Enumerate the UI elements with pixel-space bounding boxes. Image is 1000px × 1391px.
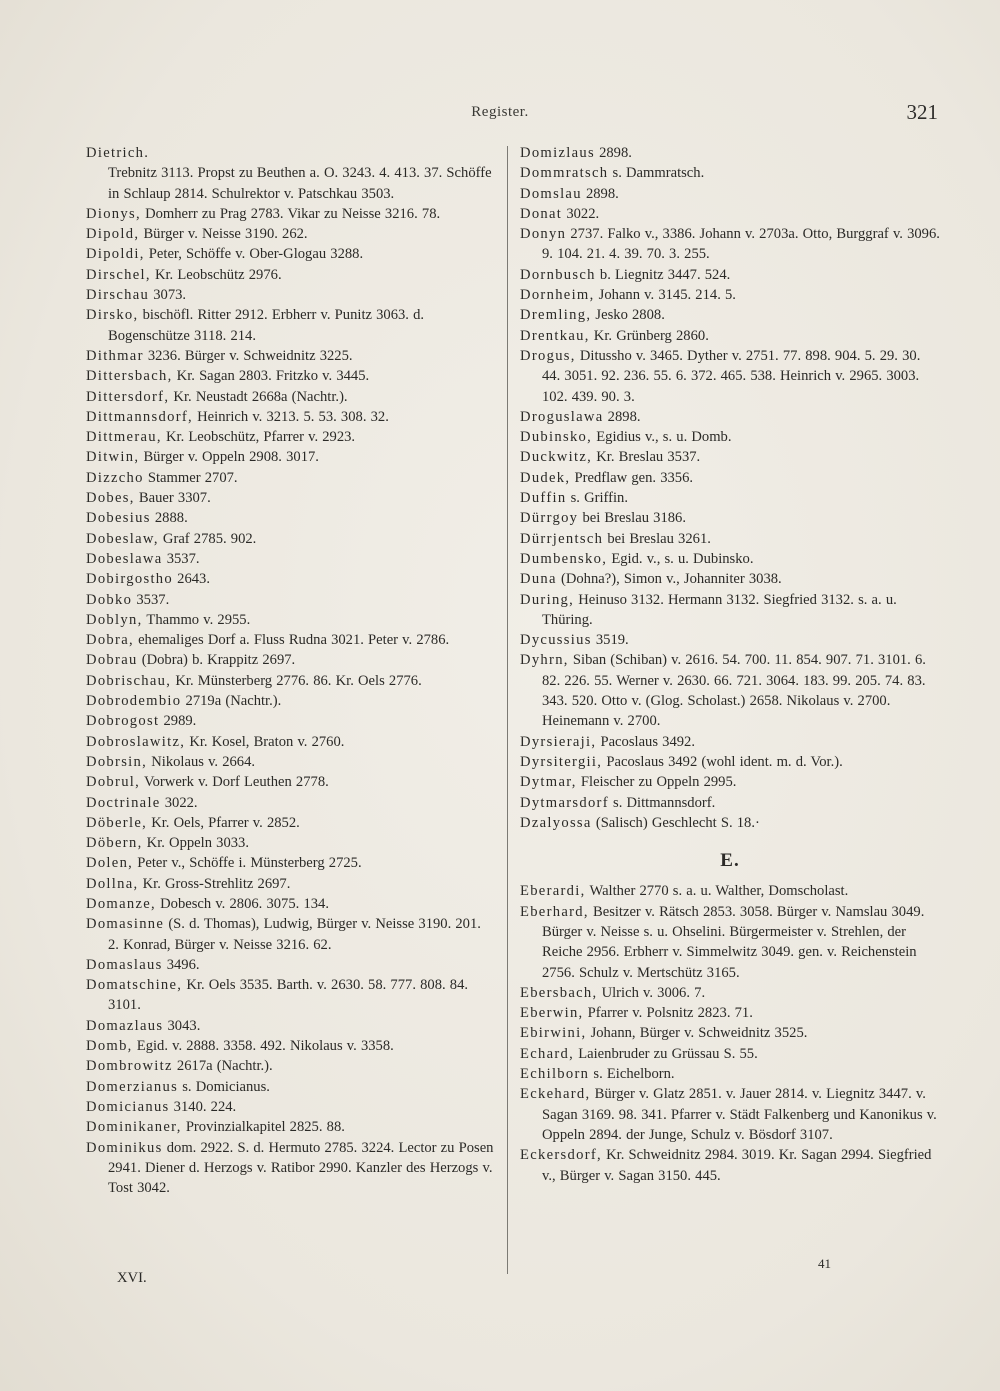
- entry-references: (Dobra) b. Krappitz 2697.: [137, 652, 296, 669]
- index-entry: [86, 285, 496, 305]
- entry-references: s. Dammratsch.: [608, 165, 705, 182]
- index-entry: [86, 650, 496, 670]
- entry-headword: Dominikus: [86, 1139, 163, 1156]
- index-entry: [520, 1084, 940, 1145]
- index-entry: [86, 224, 496, 244]
- entry-headword: Dzalyossa: [520, 814, 592, 831]
- index-entry: [86, 204, 496, 224]
- entry-references: s. Domicianus.: [178, 1078, 270, 1095]
- index-entry: [86, 1117, 496, 1137]
- index-entry: [86, 163, 496, 204]
- entry-references: Kr. Grünberg 2860.: [589, 327, 709, 344]
- entry-headword: Dobrau: [86, 652, 138, 669]
- entry-headword: Dobesius: [86, 510, 151, 527]
- entry-references: Kr. Leobschütz, Pfarrer v. 2923.: [161, 429, 356, 446]
- entry-references: 2898.: [581, 185, 619, 202]
- index-entry: [86, 447, 496, 467]
- entry-references: s. Griffin.: [566, 490, 628, 507]
- index-entry: [86, 529, 496, 549]
- index-entry: [86, 833, 496, 853]
- entry-headword: Dominikaner,: [86, 1119, 182, 1136]
- entry-references: Bauer 3307.: [134, 490, 211, 507]
- index-entry: [86, 1138, 496, 1199]
- entry-headword: During,: [520, 591, 575, 608]
- entry-references: Domherr zu Prag 2783. Vikar zu Neisse 3216. 78.: [140, 205, 441, 222]
- index-entry: [520, 1003, 940, 1023]
- index-entry: [86, 691, 496, 711]
- entry-headword: Doctrinale: [86, 794, 161, 811]
- running-header: Register.: [471, 104, 529, 120]
- index-entry: [520, 305, 940, 325]
- entry-headword: Dithmar: [86, 347, 144, 364]
- index-entry: [520, 793, 940, 813]
- entry-headword: Dobrodembio: [86, 693, 182, 710]
- index-entry: [520, 285, 940, 305]
- entry-headword: Dytmar,: [520, 774, 577, 791]
- index-entry: [86, 671, 496, 691]
- index-entry: [520, 650, 940, 731]
- entry-references: Kr. Leobschütz 2976.: [150, 266, 282, 283]
- entry-references: s. Dittmannsdorf.: [608, 794, 716, 811]
- entry-references: Siban (Schiban) v. 2616. 54. 700. 11. 854. 907. 71. 3101. 6. 82. 226. 55. Werner v. 2630. 66. 721. 3064. 183. 99. 205. 74. 83. 343. 520. Otto v. (Glog. Scholast.) 2658. Nikolaus v. 2700. Heinemann v. 2700.: [542, 652, 926, 730]
- entry-references: Pacoslaus 3492.: [596, 733, 696, 750]
- entry-headword: Dobko: [86, 591, 133, 608]
- entry-headword: Dobrul,: [86, 774, 141, 791]
- index-entry: [86, 793, 496, 813]
- entry-headword: Dürrjentsch: [520, 530, 604, 547]
- index-entry: [520, 326, 940, 346]
- entry-headword: Donat: [520, 205, 563, 222]
- entry-references: 2888.: [150, 510, 188, 527]
- index-entry: [86, 244, 496, 264]
- entry-headword: Domicianus: [86, 1098, 170, 1115]
- entry-references: 2719a (Nachtr.).: [181, 693, 282, 710]
- entry-headword: Domizlaus: [520, 145, 595, 161]
- index-entry: [520, 549, 940, 569]
- entry-references: Trebnitz 3113. Propst zu Beuthen a. O. 3243. 4. 413. 37. Schöffe in Schlaup 2814. Schulrektor v. Patschkau 3503.: [108, 165, 492, 202]
- index-entry: [520, 983, 940, 1003]
- entry-headword: Domatschine,: [86, 977, 183, 994]
- index-entry: [520, 143, 940, 163]
- index-entry: [86, 813, 496, 833]
- entry-references: bei Breslau 3261.: [603, 530, 711, 547]
- entry-headword: Dirschau: [86, 287, 150, 304]
- index-entry: [520, 813, 940, 833]
- entry-headword: Echard,: [520, 1045, 575, 1062]
- entry-references: bei Breslau 3186.: [578, 510, 686, 527]
- entry-references: 3043.: [163, 1017, 201, 1034]
- entry-references: 2898.: [603, 408, 641, 425]
- entry-headword: Dobra,: [86, 632, 134, 649]
- entry-headword: Domslau: [520, 185, 582, 202]
- index-entry: [86, 975, 496, 1016]
- entry-headword: Dolen,: [86, 855, 134, 872]
- index-entry: [86, 914, 496, 955]
- entry-headword: Dombrowitz: [86, 1058, 173, 1075]
- column-divider: [507, 146, 508, 1274]
- entry-references: 3496.: [162, 956, 200, 973]
- entry-headword: Dumbensko,: [520, 550, 608, 567]
- entry-references: Besitzer v. Rätsch 2853. 3058. Bürger v. Namslau 3049. Bürger v. Neisse s. u. Ohselini. Bürgermeister v. Strehlen, der Reiche 2956. Erbherr v. Simmelwitz 3049. gen. v. Reichenstein 2756. Schulz v. Mertschütz 3165.: [542, 903, 925, 981]
- left-column: [86, 143, 496, 1198]
- entry-references: Egid. v., s. u. Dubinsko.: [607, 550, 754, 567]
- entry-headword: Domanze,: [86, 895, 156, 912]
- entry-headword: Dobeslaw,: [86, 530, 159, 547]
- entry-references: Fleischer zu Oppeln 2995.: [576, 774, 737, 791]
- index-entry: [520, 590, 940, 631]
- entry-references: 3022.: [160, 794, 198, 811]
- entry-headword: Dietrich.: [86, 145, 150, 161]
- entry-references: Kr. Sagan 2803. Fritzko v. 3445.: [172, 368, 370, 385]
- entry-headword: Domb,: [86, 1038, 133, 1055]
- entry-headword: Dommratsch: [520, 165, 609, 182]
- entry-headword: Duffin: [520, 490, 567, 507]
- entry-references: Ulrich v. 3006. 7.: [597, 984, 706, 1001]
- entry-references: Ditussho v. 3465. Dyther v. 2751. 77. 898. 904. 5. 29. 30. 44. 3051. 92. 236. 55. 6. 372. 465. 538. Heinrich v. 2965. 3003. 102. 439. 90. 3.: [542, 347, 921, 405]
- entry-headword: Dittmerau,: [86, 429, 162, 446]
- index-entry: [86, 407, 496, 427]
- entry-headword: Drentkau,: [520, 327, 590, 344]
- entry-references: 3073.: [149, 287, 187, 304]
- entry-headword: Dobrischau,: [86, 672, 172, 689]
- entry-references: Kr. Schweidnitz 2984. 3019. Kr. Sagan 2994. Siegfried v., Bürger v. Sagan 3150. 445.: [542, 1147, 932, 1184]
- index-entry: [520, 427, 940, 447]
- right-column-d-entries: [520, 143, 940, 833]
- entry-headword: Duna: [520, 571, 557, 588]
- entry-references: 3537.: [162, 550, 200, 567]
- entry-references: 2617a (Nachtr.).: [172, 1058, 273, 1075]
- index-entry: [520, 488, 940, 508]
- index-entry: [520, 1044, 940, 1064]
- entry-references: Bürger v. Oppeln 2908. 3017.: [139, 449, 319, 466]
- entry-references: Pfarrer v. Polsnitz 2823. 71.: [583, 1005, 753, 1022]
- entry-references: (Salisch) Geschlecht S. 18.·: [591, 814, 760, 831]
- entry-references: Kr. Breslau 3537.: [592, 449, 701, 466]
- entry-headword: Dremling,: [520, 307, 592, 324]
- entry-references: 2898.: [594, 145, 632, 161]
- right-column-e-entries: [520, 881, 940, 1185]
- entry-references: Walther 2770 s. a. u. Walther, Domscholast.: [585, 883, 849, 900]
- entry-headword: Eckersdorf,: [520, 1147, 602, 1164]
- index-entry: [86, 1077, 496, 1097]
- index-entry: [86, 143, 496, 163]
- entry-references: Kr. Oppeln 3033.: [142, 835, 250, 852]
- entry-references: 2737. Falko v., 3386. Johann v. 2703a. Otto, Burggraf v. 3096. 9. 104. 21. 4. 39. 70. 3. 255.: [542, 226, 940, 263]
- index-entry: [520, 1145, 940, 1186]
- entry-headword: Dornheim,: [520, 287, 595, 304]
- entry-references: Pacoslaus 3492 (wohl ident. m. d. Vor.).: [602, 753, 843, 770]
- index-entry: [520, 346, 940, 407]
- index-entry: [86, 590, 496, 610]
- entry-references: Nikolaus v. 2664.: [147, 753, 256, 770]
- entry-headword: Dornbusch: [520, 266, 596, 283]
- page-number: 321: [906, 100, 938, 124]
- entry-headword: Dobrogost: [86, 713, 160, 730]
- entry-headword: Drogus,: [520, 347, 576, 364]
- entry-references: Johann v. 3145. 214. 5.: [594, 287, 736, 304]
- entry-references: Egid. v. 2888. 3358. 492. Nikolaus v. 3358.: [132, 1038, 394, 1055]
- entry-headword: Dobroslawitz,: [86, 733, 186, 750]
- entry-references: 3022.: [562, 205, 600, 222]
- entry-references: Kr. Gross-Strehlitz 2697.: [138, 875, 291, 892]
- index-entry: [86, 387, 496, 407]
- entry-headword: Dittersbach,: [86, 368, 173, 385]
- index-entry: [86, 366, 496, 386]
- index-entry: [86, 874, 496, 894]
- entry-headword: Domasinne: [86, 916, 165, 933]
- entry-references: Johann, Bürger v. Schweidnitz 3525.: [586, 1025, 808, 1042]
- entry-headword: Dobrsin,: [86, 753, 148, 770]
- index-entry: [520, 224, 940, 265]
- entry-headword: Dirsko,: [86, 307, 139, 324]
- entry-headword: Dittersdorf,: [86, 388, 170, 405]
- entry-references: Graf 2785. 902.: [158, 530, 257, 547]
- entry-headword: Ebersbach,: [520, 984, 598, 1001]
- entry-headword: Dobeslawa: [86, 550, 163, 567]
- index-entry: [520, 881, 940, 901]
- entry-headword: Droguslawa: [520, 408, 604, 425]
- index-entry: [520, 569, 940, 589]
- entry-headword: Eberwin,: [520, 1005, 584, 1022]
- entry-references: 2643.: [173, 571, 210, 588]
- index-entry: [86, 549, 496, 569]
- index-entry: [520, 1064, 940, 1084]
- entry-headword: Dipold,: [86, 226, 140, 243]
- entry-references: Heinrich v. 3213. 5. 53. 308. 32.: [192, 408, 389, 425]
- entry-references: bischöfl. Ritter 2912. Erbherr v. Punitz 3063. d. Bogenschütze 3118. 214.: [108, 307, 425, 344]
- index-entry: [86, 752, 496, 772]
- entry-references: Stammer 2707.: [143, 469, 238, 486]
- entry-headword: Ebirwini,: [520, 1025, 587, 1042]
- entry-references: Provinzialkapitel 2825. 88.: [181, 1119, 345, 1136]
- entry-headword: Döbern,: [86, 835, 143, 852]
- entry-references: Laienbruder zu Grüssau S. 55.: [574, 1045, 758, 1062]
- index-entry: [86, 488, 496, 508]
- index-entry: [86, 569, 496, 589]
- index-entry: [520, 752, 940, 772]
- entry-references: Vorwerk v. Dorf Leuthen 2778.: [140, 774, 329, 791]
- index-entry: [520, 163, 940, 183]
- entry-headword: Dionys,: [86, 205, 141, 222]
- entry-headword: Eberhard,: [520, 903, 589, 920]
- entry-headword: Domaslaus: [86, 956, 163, 973]
- signature-mark-left: XVI.: [117, 1270, 147, 1286]
- index-entry: [86, 853, 496, 873]
- index-entry: [86, 711, 496, 731]
- index-entry: [86, 1097, 496, 1117]
- entry-headword: Döberle,: [86, 814, 148, 831]
- entry-references: Peter, Schöffe v. Ober-Glogau 3288.: [144, 246, 364, 263]
- entry-references: Peter v., Schöffe i. Münsterberg 2725.: [133, 855, 362, 872]
- entry-references: 3236. Bürger v. Schweidnitz 3225.: [143, 347, 353, 364]
- entry-references: Bürger v. Neisse 3190. 262.: [139, 226, 308, 243]
- entry-headword: Dipoldi,: [86, 246, 145, 263]
- index-entry: [86, 610, 496, 630]
- index-entry: [86, 305, 496, 346]
- entry-references: dom. 2922. S. d. Hermuto 2785. 3224. Lector zu Posen 2941. Diener d. Herzogs v. Ratibor 2990. Kanzler des Herzogs v. Tost 3042.: [108, 1139, 494, 1197]
- entry-headword: Eckehard,: [520, 1086, 591, 1103]
- entry-headword: Echilborn: [520, 1066, 590, 1083]
- entry-references: Dobesch v. 2806. 3075. 134.: [155, 895, 329, 912]
- index-entry: [520, 447, 940, 467]
- entry-headword: Eberardi,: [520, 883, 586, 900]
- entry-references: 3537.: [132, 591, 170, 608]
- entry-headword: Dycussius: [520, 632, 592, 649]
- entry-headword: Dudek,: [520, 469, 571, 486]
- entry-headword: Dizzcho: [86, 469, 144, 486]
- entry-headword: Domazlaus: [86, 1017, 164, 1034]
- entry-references: Kr. Kosel, Braton v. 2760.: [185, 733, 345, 750]
- index-entry: [520, 468, 940, 488]
- index-entry: [86, 630, 496, 650]
- entry-references: ehemaliges Dorf a. Fluss Rudna 3021. Peter v. 2786.: [133, 632, 450, 649]
- index-entry: [86, 265, 496, 285]
- index-entry: [86, 894, 496, 914]
- section-letter-e: E.: [720, 850, 740, 872]
- index-entry: [86, 508, 496, 528]
- index-entry: [520, 1023, 940, 1043]
- index-entry: [86, 732, 496, 752]
- index-entry: [520, 630, 940, 650]
- entry-references: 3140. 224.: [169, 1098, 237, 1115]
- entry-headword: Doblyn,: [86, 611, 143, 628]
- index-entry: [520, 529, 940, 549]
- entry-headword: Duckwitz,: [520, 449, 593, 466]
- entry-references: (S. d. Thomas), Ludwig, Bürger v. Neisse 3190. 201. 2. Konrad, Bürger v. Neisse 3216. 62.: [108, 916, 481, 953]
- index-entry: [520, 772, 940, 792]
- entry-headword: Donyn: [520, 226, 567, 243]
- index-entry: [86, 427, 496, 447]
- entry-headword: Dollna,: [86, 875, 139, 892]
- index-entry: [520, 407, 940, 427]
- entry-headword: Dubinsko,: [520, 429, 593, 446]
- entry-headword: Dirschel,: [86, 266, 151, 283]
- entry-references: Bürger v. Glatz 2851. v. Jauer 2814. v. Liegnitz 3447. v. Sagan 3169. 98. 341. Pfarrer v. Städt Falkenberg und Kanonikus v. Oppeln 2894. der Junge, Schulz v. Bösdorf 3107.: [542, 1086, 937, 1143]
- entry-references: b. Liegnitz 3447. 524.: [595, 266, 731, 283]
- index-entry: [86, 468, 496, 488]
- entry-references: Thammo v. 2955.: [142, 611, 251, 628]
- index-entry: [86, 1056, 496, 1076]
- index-entry: [520, 732, 940, 752]
- entry-references: 3519.: [591, 632, 629, 649]
- entry-references: Kr. Neustadt 2668a (Nachtr.).: [169, 388, 348, 405]
- entry-references: (Dohna?), Simon v., Johanniter 3038.: [556, 571, 782, 588]
- index-entry: [520, 204, 940, 224]
- entry-references: 2989.: [159, 713, 197, 730]
- entry-headword: Dyrsitergii,: [520, 753, 603, 770]
- index-entry: [86, 772, 496, 792]
- entry-references: Jesko 2808.: [591, 307, 665, 324]
- index-entry: [86, 1036, 496, 1056]
- signature-mark-right: 41: [818, 1256, 831, 1271]
- entry-headword: Dytmarsdorf: [520, 794, 609, 811]
- entry-references: s. Eichelborn.: [589, 1066, 675, 1083]
- entry-headword: Dürrgoy: [520, 510, 579, 527]
- entry-headword: Dobes,: [86, 490, 135, 507]
- entry-headword: Dobirgostho: [86, 571, 174, 588]
- entry-references: Heinuso 3132. Hermann 3132. Siegfried 3132. s. a. u. Thüring.: [542, 591, 897, 628]
- index-entry: [520, 184, 940, 204]
- index-entry: [86, 346, 496, 366]
- index-entry: [520, 265, 940, 285]
- entry-headword: Dyrsieraji,: [520, 733, 597, 750]
- entry-headword: Ditwin,: [86, 449, 140, 466]
- entry-references: Kr. Münsterberg 2776. 86. Kr. Oels 2776.: [171, 672, 422, 689]
- entry-references: Egidius v., s. u. Domb.: [592, 429, 732, 446]
- entry-references: Predflaw gen. 3356.: [570, 469, 694, 486]
- index-entry: [86, 1016, 496, 1036]
- right-column: [520, 143, 940, 1186]
- entry-references: Kr. Oels, Pfarrer v. 2852.: [147, 814, 300, 831]
- entry-headword: Domerzianus: [86, 1078, 179, 1095]
- entry-headword: Dittmannsdorf,: [86, 408, 193, 425]
- index-entry: [520, 508, 940, 528]
- index-entry: [86, 955, 496, 975]
- index-entry: [520, 902, 940, 983]
- entry-references: Kr. Oels 3535. Barth. v. 2630. 58. 777. 808. 84. 3101.: [108, 977, 469, 1014]
- entry-headword: Dyhrn,: [520, 652, 569, 669]
